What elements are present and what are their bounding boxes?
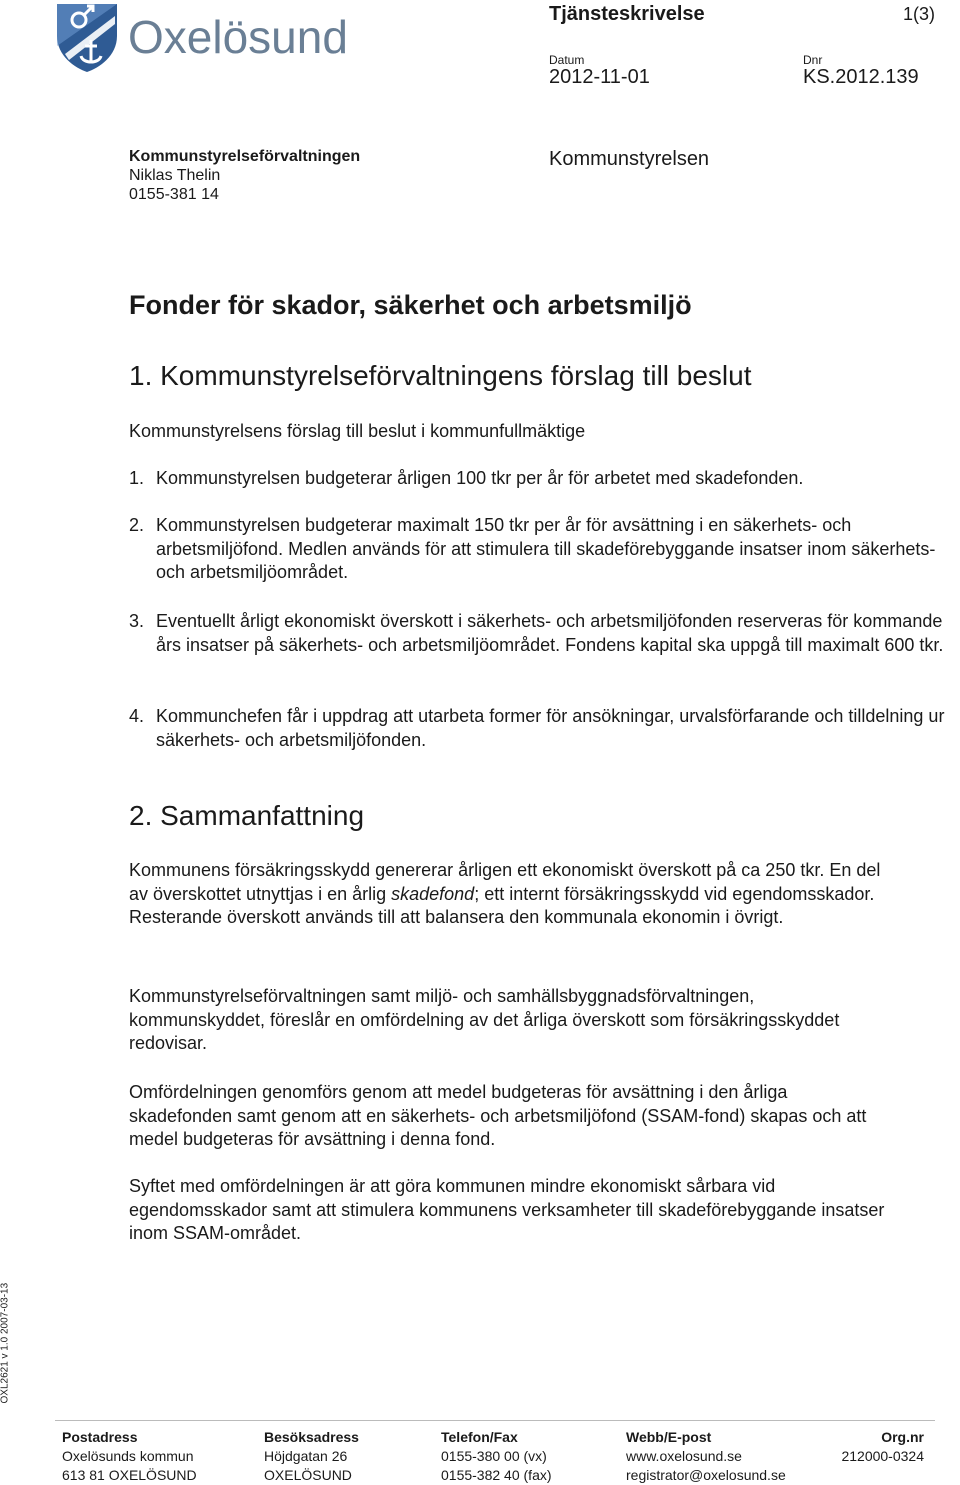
page-number: 1(3) (903, 4, 936, 24)
list-item-number: 1. (129, 468, 145, 488)
footer-telefon: Telefon/Fax 0155-380 00 (vx) 0155-382 40 (fax) (441, 1429, 552, 1483)
sender-phone: 0155-381 14 (129, 186, 219, 203)
list-item (129, 514, 949, 585)
list-item (129, 610, 949, 657)
footer-divider (55, 1420, 935, 1421)
sender-org: Kommunstyrelseförvaltningen (129, 148, 361, 165)
section-subheading: Kommunstyrelsens förslag till beslut i kommunfullmäktige (129, 421, 586, 441)
list-item-number: 4. (129, 706, 145, 726)
email-link[interactable]: registrator@oxelosund.se (626, 1467, 786, 1483)
logo-wordmark: Oxelösund (128, 11, 348, 63)
sender-person: Niklas Thelin (129, 167, 221, 184)
date-label: Datum (549, 53, 585, 67)
footer-orgnr: Org.nr 212000-0324 (841, 1429, 924, 1464)
list-item-number: 3. (129, 611, 145, 631)
summary-paragraph-3: Omfördelningen genomförs genom att medel budgeteras för avsättning i den årliga skadefonden samt genom att en säkerhets- och arbetsmiljöfond (SSAM-fond) skapas och att medel budgeteras för avsättning i denna fond. (129, 1082, 867, 1149)
list-item-text: Eventuellt årligt ekonomiskt överskott i säkerhets- och arbetsmiljöfonden reserveras för kommande års insatser på säkerhets- och arbetsmiljöområdet. Fondens kapital ska uppgå till maximalt 600 tkr. (156, 611, 944, 655)
footer-postadress: Postadress Oxelösunds kommun 613 81 OXELÖSUND (62, 1429, 197, 1483)
list-item-number: 2. (129, 515, 145, 535)
document-type: Tjänsteskrivelse (549, 3, 705, 25)
dnr-value: KS.2012.139 (803, 66, 919, 88)
summary-paragraph-2: Kommunstyrelseförvaltningen samt miljö- och samhällsbyggnadsförvaltningen, kommunskyddet, föreslår en omfördelning av det årliga överskott som försäkringsskyddet redovisar. (129, 986, 840, 1053)
emphasis-skadefond: skadefond (391, 883, 475, 904)
list-item (129, 705, 949, 752)
section-heading-2: 2. Sammanfattning (129, 800, 365, 831)
summary-paragraph-4: Syftet med omfördelningen är att göra kommunen mindre ekonomiskt sårbara vid egendomsskador samt att stimulera kommunens verksamheter till skadeförebyggande insatser inom SSAM-området. (129, 1176, 885, 1243)
list-item-text: Kommunstyrelsen budgeterar maximalt 150 tkr per år för avsättning i en säkerhets- och arbetsmiljöfond. Medlen används för att stimulera till skadeförebyggande insatser inom säkerhets- och arbetsmiljöområdet. (156, 515, 936, 582)
list-item-text: Kommunchefen får i uppdrag att utarbeta former för ansökningar, urvalsförfarande och tilldelning ur säkerhets- och arbetsmiljöfonden. (156, 706, 945, 750)
form-version-code: OXL2621 v 1.0 2007-03-13 (0, 1282, 11, 1404)
list-item-text: Kommunstyrelsen budgeterar årligen 100 tkr per år för arbetet med skadefonden. (156, 468, 804, 488)
sender-block (129, 147, 360, 204)
summary-paragraph-1: Kommunens försäkringsskydd genererar årligen ett ekonomiskt överskott på ca 250 tkr. En del av överskottet utnyttjas i en årlig skadefond; ett internt försäkringsskydd vid egendomsskador. Resterande överskott används till att balansera den kommunala ekonomin i övrigt. (129, 860, 881, 927)
footer-webb: Webb/E-post www.oxelosund.se registrator@oxelosund.se (626, 1429, 786, 1483)
document-title: Fonder för skador, säkerhet och arbetsmiljö (129, 290, 692, 320)
website-link[interactable]: www.oxelosund.se (626, 1448, 742, 1464)
list-item (129, 467, 949, 491)
footer-besoksadress: Besöksadress Höjdgatan 26 OXELÖSUND (264, 1429, 359, 1483)
date-value: 2012-11-01 (549, 66, 650, 88)
shield-anchor-icon (55, 2, 119, 74)
recipient: Kommunstyrelsen (549, 148, 710, 170)
section-heading-1: 1. Kommunstyrelseförvaltningens förslag till beslut (129, 360, 752, 391)
dnr-label: Dnr (803, 53, 823, 67)
